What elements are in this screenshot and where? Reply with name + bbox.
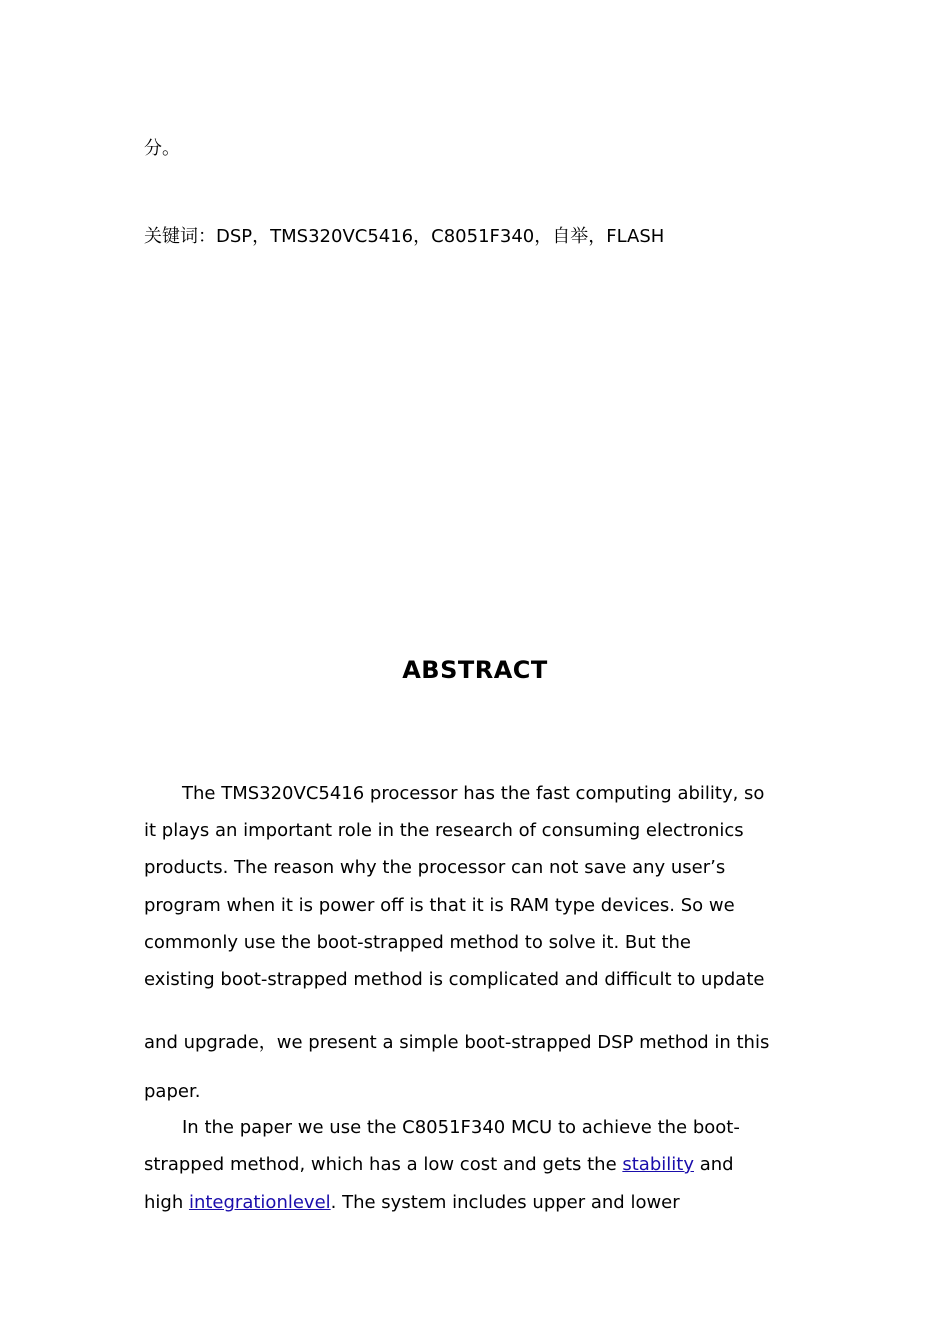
paragraph2-line2-text-after: and: [693, 1154, 734, 1175]
paragraph1-line5: commonly use the boot-strapped method to solve it. But the: [144, 932, 692, 953]
paragraph1-line4: program when it is power off is that it is RAM type devices. So we: [144, 895, 735, 916]
keywords-line: [144, 225, 664, 249]
paragraph1-line2: it plays an important role in the research of consuming electronics: [144, 820, 744, 841]
paragraph1-line6: existing boot-strapped method is complicated and difficult to update: [144, 969, 765, 990]
paragraph1-line1: The TMS320VC5416 processor has the fast computing ability, so: [182, 783, 765, 804]
text-fragment: 分。: [144, 138, 180, 159]
paragraph2-line3-text-after: . The system includes upper and lower: [330, 1192, 680, 1213]
paragraph2-line3: [144, 1191, 806, 1215]
keywords-label: 关键词：: [144, 226, 216, 247]
paragraph2-line3-text-before: high: [144, 1192, 189, 1213]
paragraph1-line8: paper.: [144, 1081, 201, 1102]
paragraph2-line1: In the paper we use the C8051F340 MCU to achieve the boot-: [182, 1117, 740, 1138]
integrationlevel-link[interactable]: integrationlevel: [188, 1192, 331, 1213]
stability-link[interactable]: stability: [622, 1154, 694, 1175]
paragraph2-line2-text-before: strapped method, which has a low cost and gets the: [144, 1154, 623, 1175]
paragraph1-line7: and upgrade，we present a simple boot-strapped DSP method in this: [144, 1032, 770, 1053]
keywords-items: DSP，TMS320VC5416，C8051F340，自举，FLASH: [216, 226, 665, 247]
abstract-heading: ABSTRACT: [402, 656, 548, 684]
paragraph1-line3: products. The reason why the processor can not save any user’s: [144, 857, 726, 878]
paragraph2-line2: [144, 1153, 806, 1177]
